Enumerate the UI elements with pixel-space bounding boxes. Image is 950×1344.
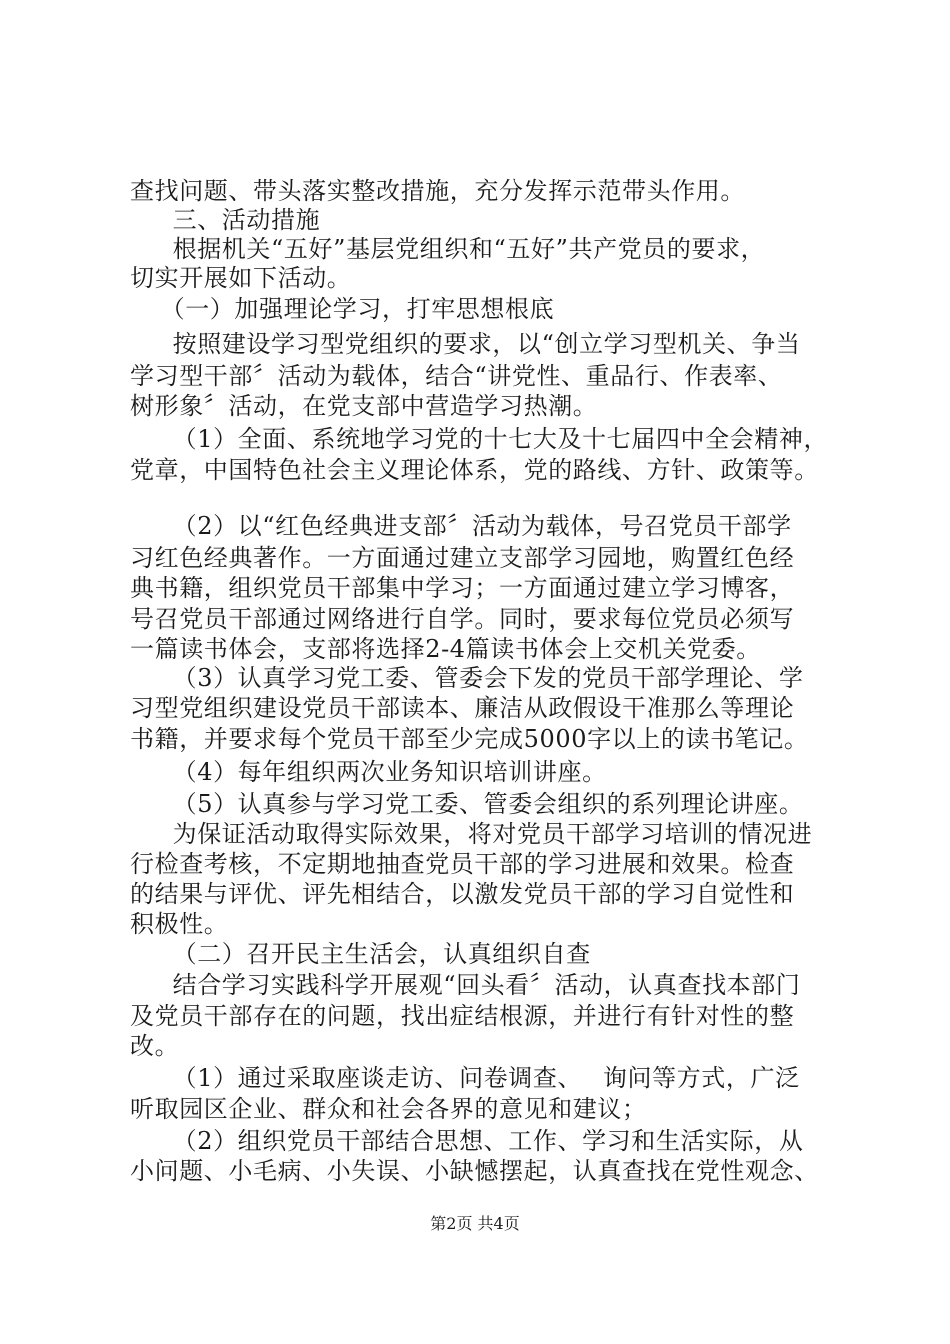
list-item-line: （4）每年组织两次业务知识培训讲座。 xyxy=(160,758,607,786)
paragraph-line: 学习型干部〞活动为载体，结合“讲党性、重品行、作表率、 xyxy=(130,362,783,390)
subsection-heading: （二）召开民主生活会，认真组织自查 xyxy=(160,940,591,968)
section-heading: 三、活动措施 xyxy=(148,206,321,234)
list-item-line: （1）通过采取座谈走访、问卷调查、 询问等方式，广泛 xyxy=(160,1064,800,1092)
list-item-line: 书籍，并要求每个党员干部至少完成5000字以上的读书笔记。 xyxy=(130,725,809,753)
paragraph-line: 查找问题、带头落实整改措施，充分发挥示范带头作用。 xyxy=(130,177,745,205)
paragraph-line: 切实开展如下活动。 xyxy=(130,264,352,292)
list-item-line: （3）认真学习党工委、管委会下发的党员干部学理论、学 xyxy=(160,664,804,692)
paragraph-line: 行检查考核，不定期地抽查党员干部的学习进展和效果。检查 xyxy=(130,850,795,878)
paragraph-line: 按照建设学习型党组织的要求，以“创立学习型机关、争当 xyxy=(148,330,801,358)
subsection-heading: （一）加强理论学习，打牢思想根底 xyxy=(148,295,555,323)
list-item-line: 听取园区企业、群众和社会各界的意见和建议； xyxy=(130,1095,647,1123)
paragraph-line: 改。 xyxy=(130,1032,180,1060)
list-item-line: （5）认真参与学习党工委、管委会组织的系列理论讲座。 xyxy=(160,790,804,818)
list-item-line: 典书籍，组织党员干部集中学习；一方面通过建立学习博客， xyxy=(130,574,795,602)
list-item-line: 习红色经典著作。一方面通过建立支部学习园地，购置红色经 xyxy=(130,544,795,572)
list-item-line: 号召党员干部通过网络进行自学。同时，要求每位党员必须写 xyxy=(130,605,795,633)
list-item-line: 党章，中国特色社会主义理论体系，党的路线、方针、政策等。 xyxy=(130,456,819,484)
paragraph-line: 为保证活动取得实际效果，将对党员干部学习培训的情况进 xyxy=(148,820,813,848)
list-item-line: （2）以“红色经典进支部〞活动为载体，号召党员干部学 xyxy=(160,512,792,540)
paragraph-line: 的结果与评优、评先相结合，以激发党员干部的学习自觉性和 xyxy=(130,880,795,908)
list-item-line: 一篇读书体会，支部将选择2-4篇读书体会上交机关党委。 xyxy=(130,635,761,663)
list-item-line: 习型党组织建设党员干部读本、廉洁从政假设干准那么等理论 xyxy=(130,694,795,722)
paragraph-line: 结合学习实践科学开展观“回头看〞活动，认真查找本部门 xyxy=(148,971,801,999)
paragraph-line: 及党员干部存在的问题，找出症结根源，并进行有针对性的整 xyxy=(130,1002,795,1030)
page-footer: 第2页 共4页 xyxy=(430,1214,520,1233)
list-item-line: （2）组织党员干部结合思想、工作、学习和生活实际，从 xyxy=(160,1127,804,1155)
paragraph-line: 积极性。 xyxy=(130,910,229,938)
list-item-line: （1）全面、系统地学习党的十七大及十七届四中全会精神， xyxy=(160,425,829,453)
paragraph-line: 根据机关“五好”基层党组织和“五好”共产党员的要求， xyxy=(148,235,766,263)
paragraph-line: 树形象〞活动，在党支部中营造学习热潮。 xyxy=(130,392,598,420)
list-item-line: 小问题、小毛病、小失误、小缺憾摆起，认真查找在党性观念、 xyxy=(130,1157,819,1185)
